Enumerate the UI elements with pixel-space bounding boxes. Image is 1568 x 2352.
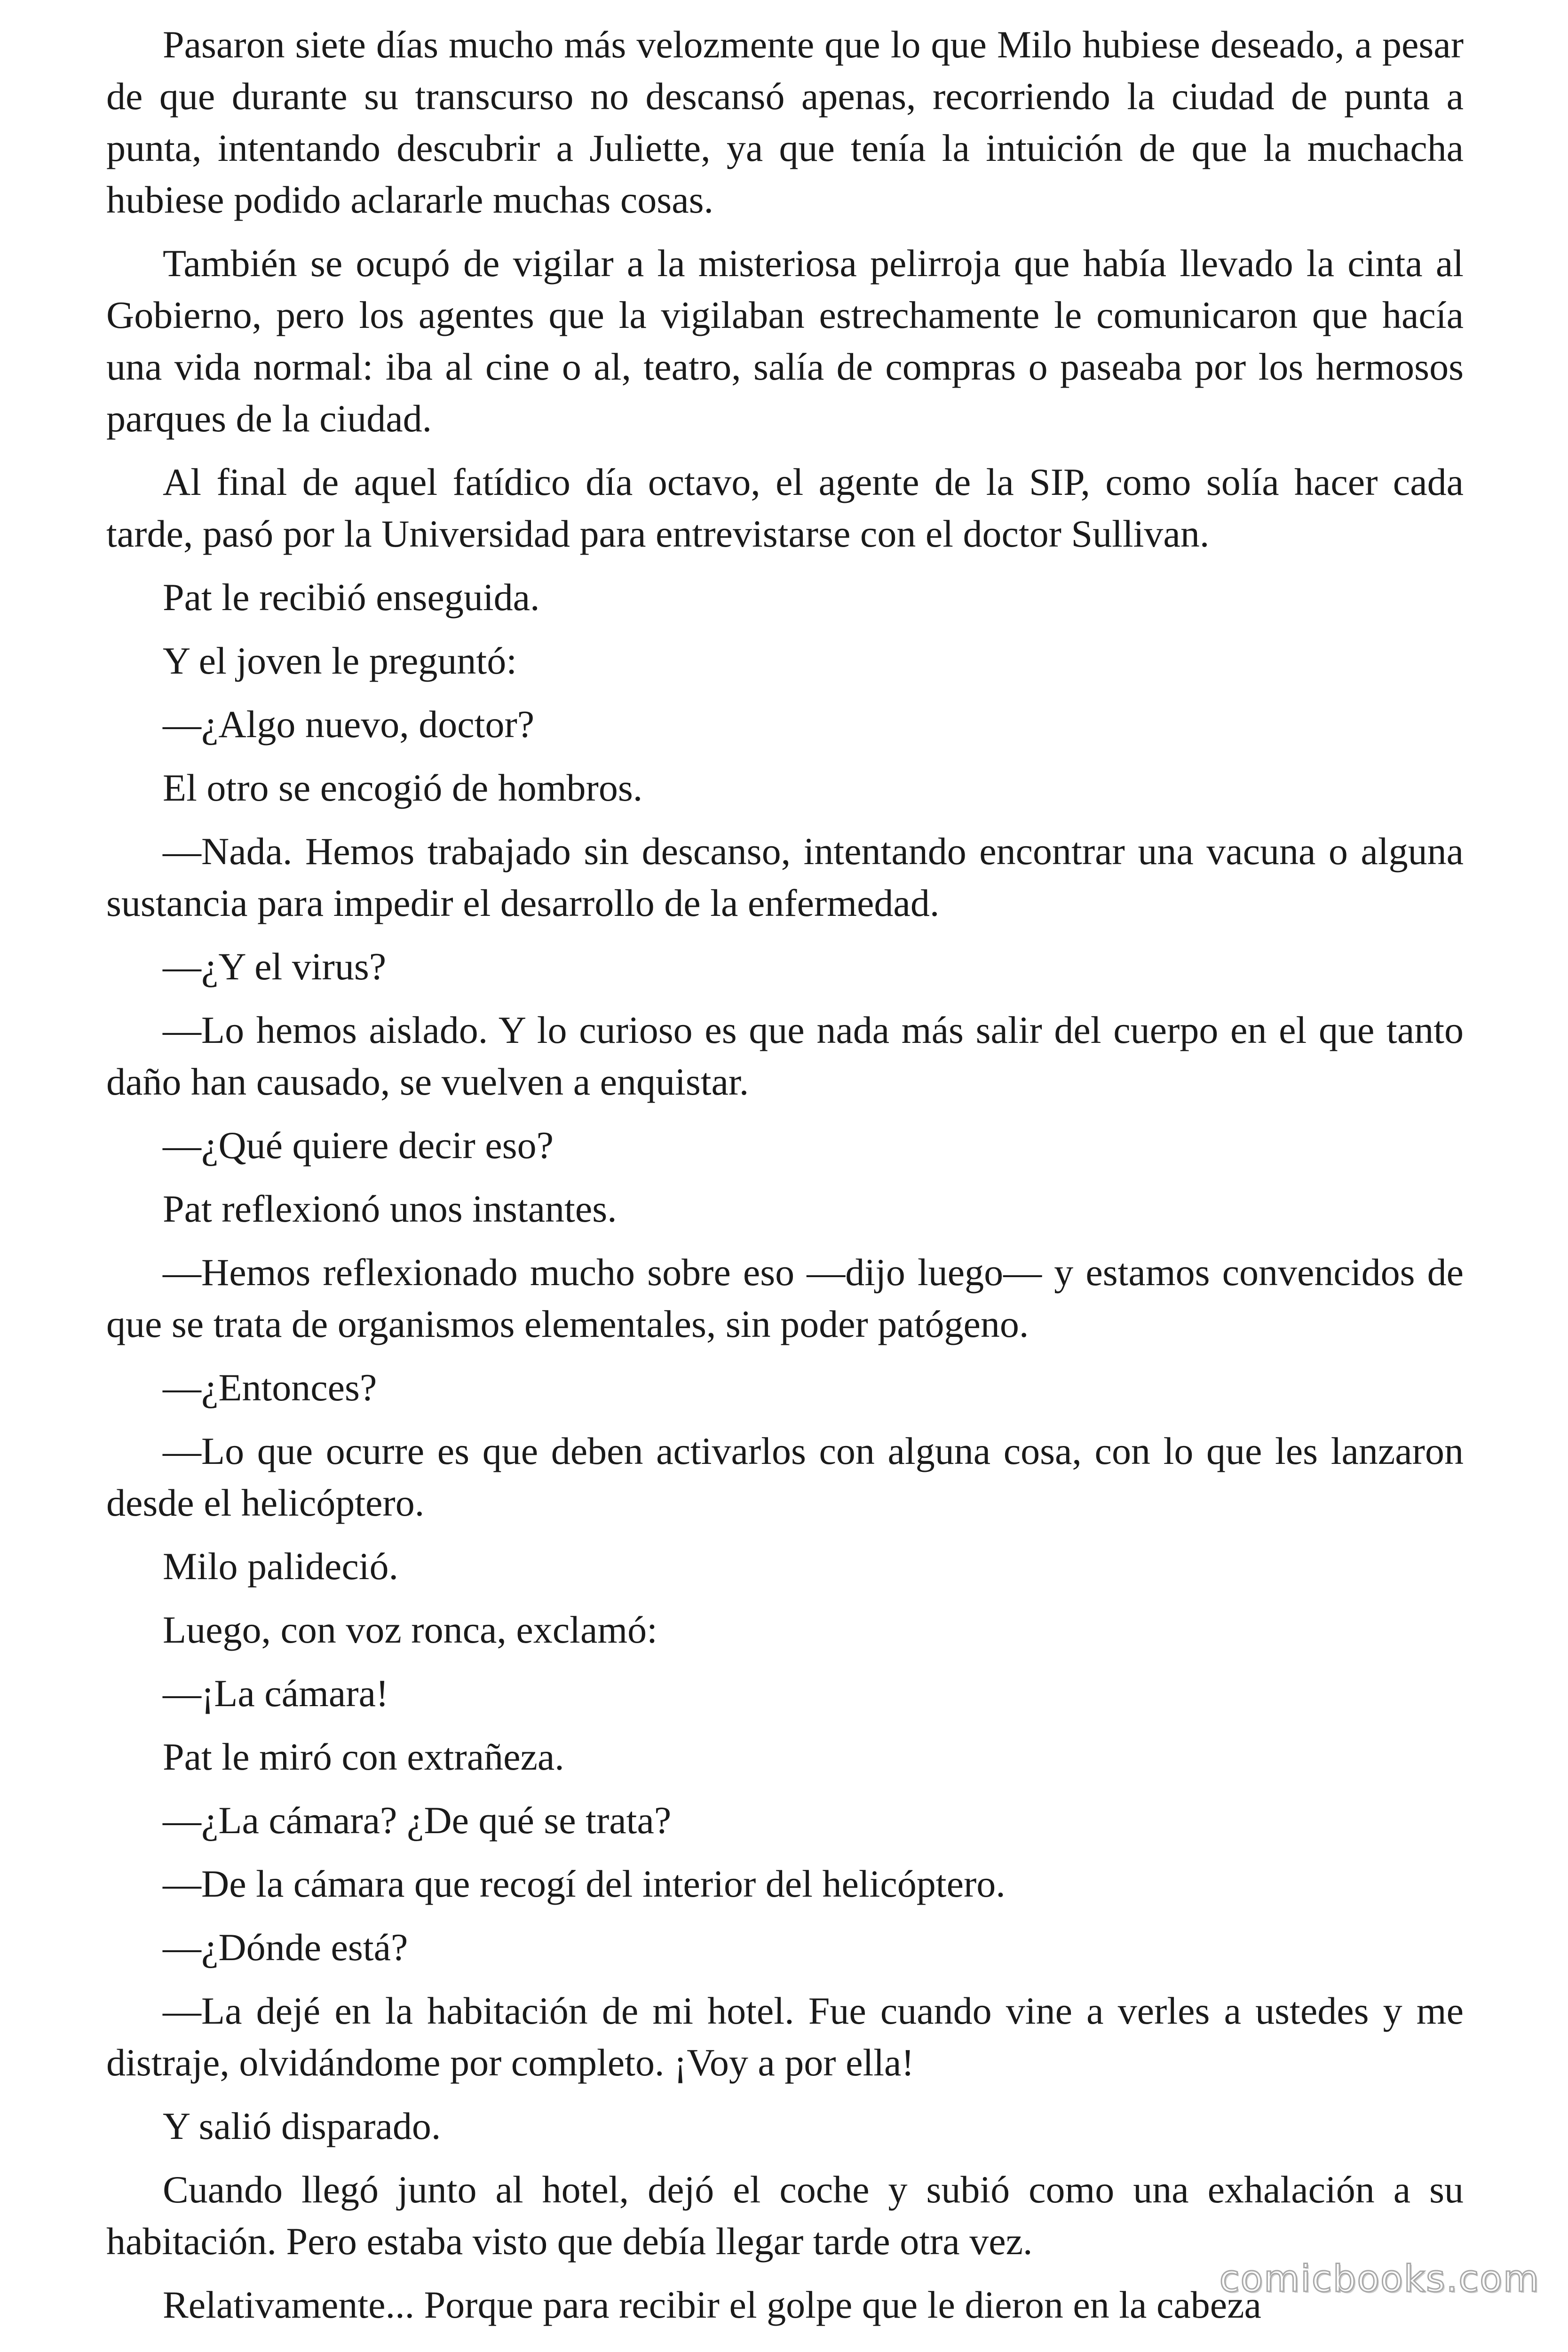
paragraph: —¿Algo nuevo, doctor? [163,703,535,746]
paragraph: —¿Y el virus? [163,945,387,988]
paragraph: —¿Dónde está? [163,1926,408,1969]
paragraph: —¿Entonces? [163,1366,377,1409]
paragraph: —La dejé en la habitación de mi hotel. Fue cuando vine a verles a ustedes y me distraje, olvidándome por completo. ¡Voy a por ella! [106,1989,1464,2084]
paragraph: —¿Qué quiere decir eso? [163,1124,554,1167]
paragraph: —¡La cámara! [163,1672,389,1715]
paragraph: Pat reflexionó unos instantes. [163,1187,617,1230]
paragraph: —De la cámara que recogí del interior del helicóptero. [163,1862,1006,1905]
paragraph: —Hemos reflexionado mucho sobre eso —dijo luego— y estamos convencidos de que se trata de organismos elementales, sin poder patógeno. [106,1251,1464,1345]
paragraph: Pasaron siete días mucho más velozmente que lo que Milo hubiese deseado, a pesar de que durante su transcurso no descansó apenas, recorriendo la ciudad de punta a punta, intentando descubrir a Juliette, ya que tenía la intuición de que la muchacha hubiese podido aclararle muchas cosas. [106,23,1464,221]
paragraph: También se ocupó de vigilar a la misteriosa pelirroja que había llevado la cinta al Gobierno, pero los agentes que la vigilaban estrechamente le comunicaron que hacía una vida normal: iba al cine o al, teatro, salía de compras o paseaba por los hermosos parques de la ciudad. [106,242,1464,440]
page-body [106,19,1464,2343]
paragraph: Y salió disparado. [163,2105,441,2147]
paragraph: —Lo hemos aislado. Y lo curioso es que nada más salir del cuerpo en el que tanto daño han causado, se vuelven a enquistar. [106,1009,1464,1103]
paragraph: —¿La cámara? ¿De qué se trata? [163,1799,672,1842]
paragraph: Pat le miró con extrañeza. [163,1735,564,1778]
paragraph: Milo palideció. [163,1545,399,1588]
paragraph: El otro se encogió de hombros. [163,766,643,809]
paragraph: Relativamente... Porque para recibir el golpe que le dieron en la cabeza [163,2283,1261,2326]
watermark: comicbooks.com [1219,2258,1540,2300]
paragraph: Al final de aquel fatídico día octavo, el agente de la SIP, como solía hacer cada tarde, pasó por la Universidad para entrevistarse con el doctor Sullivan. [106,461,1464,555]
paragraph: Pat le recibió enseguida. [163,576,540,619]
paragraph: Cuando llegó junto al hotel, dejó el coche y subió como una exhalación a su habitación. Pero estaba visto que debía llegar tarde otra vez. [106,2168,1464,2263]
paragraph: Luego, con voz ronca, exclamó: [163,1608,657,1651]
paragraph: Y el joven le preguntó: [163,639,517,682]
paragraph: —Lo que ocurre es que deben activarlos con alguna cosa, con lo que les lanzaron desde el helicóptero. [106,1430,1464,1524]
paragraph: —Nada. Hemos trabajado sin descanso, intentando encontrar una vacuna o alguna sustancia para impedir el desarrollo de la enfermedad. [106,830,1464,924]
